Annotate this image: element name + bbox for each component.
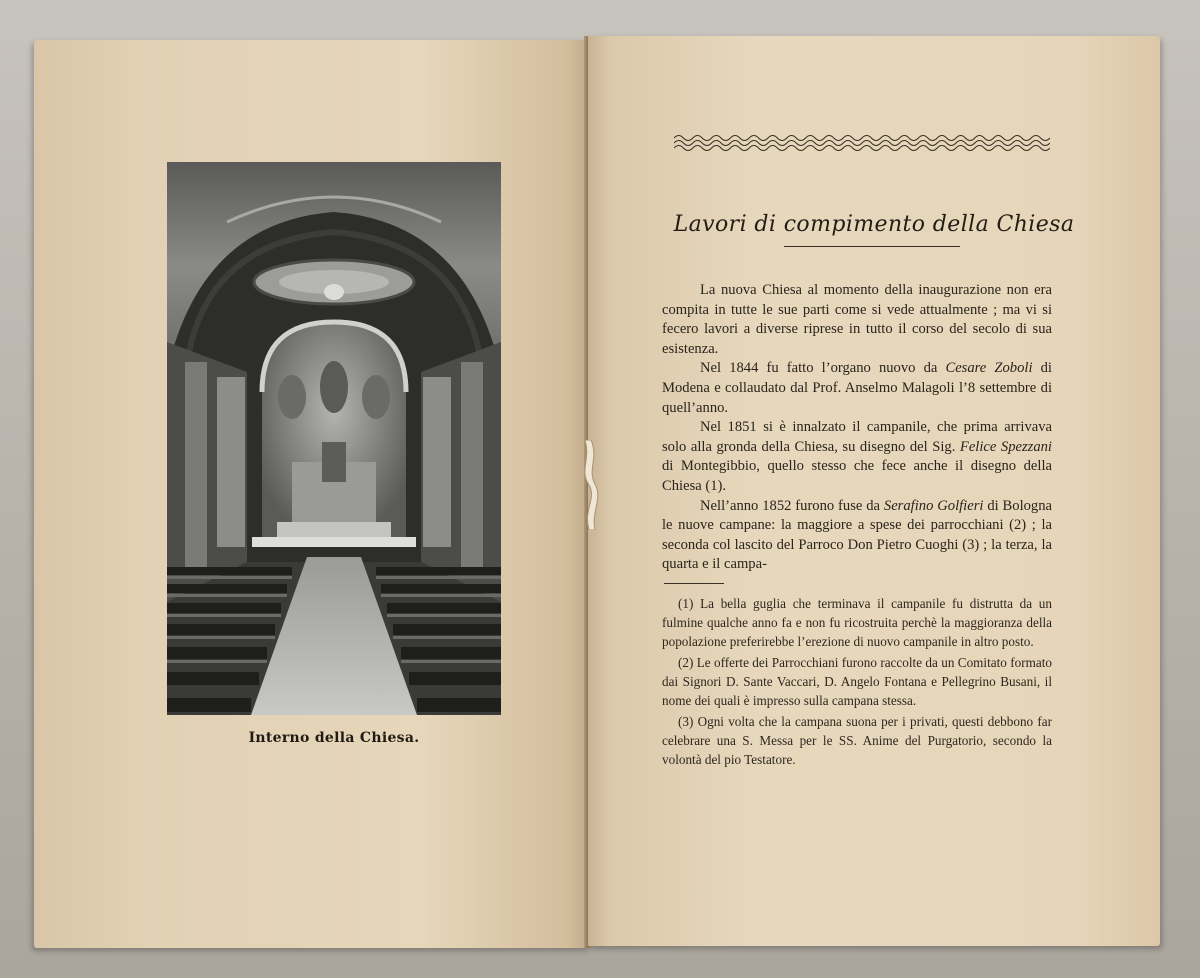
paragraph-text: di Montegibbio, quello stesso che fece anche il disegno della Chiesa (1). — [662, 458, 1052, 494]
body-text — [662, 281, 1052, 575]
footnote: (2) Le offerte dei Parrocchiani furono raccolte da un Comitato formato dai Signori D. Sante Vaccari, D. Angelo Fontana e Pellegrino Busani, il nome dei quali è impresso sulla campana stessa. — [662, 655, 1052, 708]
body-paragraph — [662, 281, 1052, 359]
body-paragraph — [662, 359, 1052, 418]
paragraph-text: Nell’anno 1852 furono fuse da — [700, 497, 884, 514]
paragraph-text: di Modena e collaudato dal Prof. Anselmo Malagoli l’8 settembre di quell’anno. — [662, 360, 1052, 416]
left-page — [34, 40, 590, 948]
church-interior-image — [167, 162, 501, 715]
footnote: (1) La bella guglia che terminava il campanile fu distrutta da un fulmine qualche anno fa e non fu ricostruita perchè la maggioranza della popolazione preferirebbe l’erezione di nuovo campanile in altro posto. — [662, 596, 1052, 649]
body-paragraph — [662, 418, 1052, 496]
paragraph-text: La nuova Chiesa al momento della inaugurazione non era compita in tutte le sue parti come si vede attualmente ; ma vi si fecero lavori a diverse riprese in tutto il corso del secolo di sua esistenza. — [662, 282, 1052, 357]
paragraph-text: di Bologna le nuove campane: la maggiore a spese dei parrocchiani (2) ; la seconda col lascito del Parroco Don Pietro Cuoghi (3) ; la terza, la quarta e il campa- — [662, 497, 1053, 573]
paragraph-text: Nel 1851 si è innalzato il campanile, che prima arrivava solo alla gronda della Chiesa, su disegno del Sig. — [662, 419, 1052, 455]
italic-name: Cesare Zoboli — [945, 360, 1033, 377]
chapter-title: Lavori di compimento della Chiesa — [673, 212, 1075, 237]
photo-caption: Interno della Chiesa. — [248, 730, 420, 746]
paragraph-text: Nel 1844 fu fatto l’organo nuovo da — [700, 360, 946, 377]
body-paragraph — [662, 497, 1052, 575]
italic-name: Felice Spezzani — [959, 438, 1052, 455]
footnote: (3) Ogni volta che la campana suona per i privati, questi debbono far celebrare una S. Messa per le SS. Anime del Purgatorio, secondo la volontà del pio Testatore. — [662, 714, 1052, 767]
italic-name: Serafino Golfieri — [883, 497, 984, 514]
church-interior-photo — [167, 162, 501, 715]
title-underline — [784, 246, 960, 247]
binding-tear — [573, 440, 603, 530]
footnote-separator — [664, 583, 724, 584]
right-page — [588, 36, 1160, 946]
footnotes — [662, 594, 1052, 771]
wave-ornament — [674, 132, 1050, 156]
